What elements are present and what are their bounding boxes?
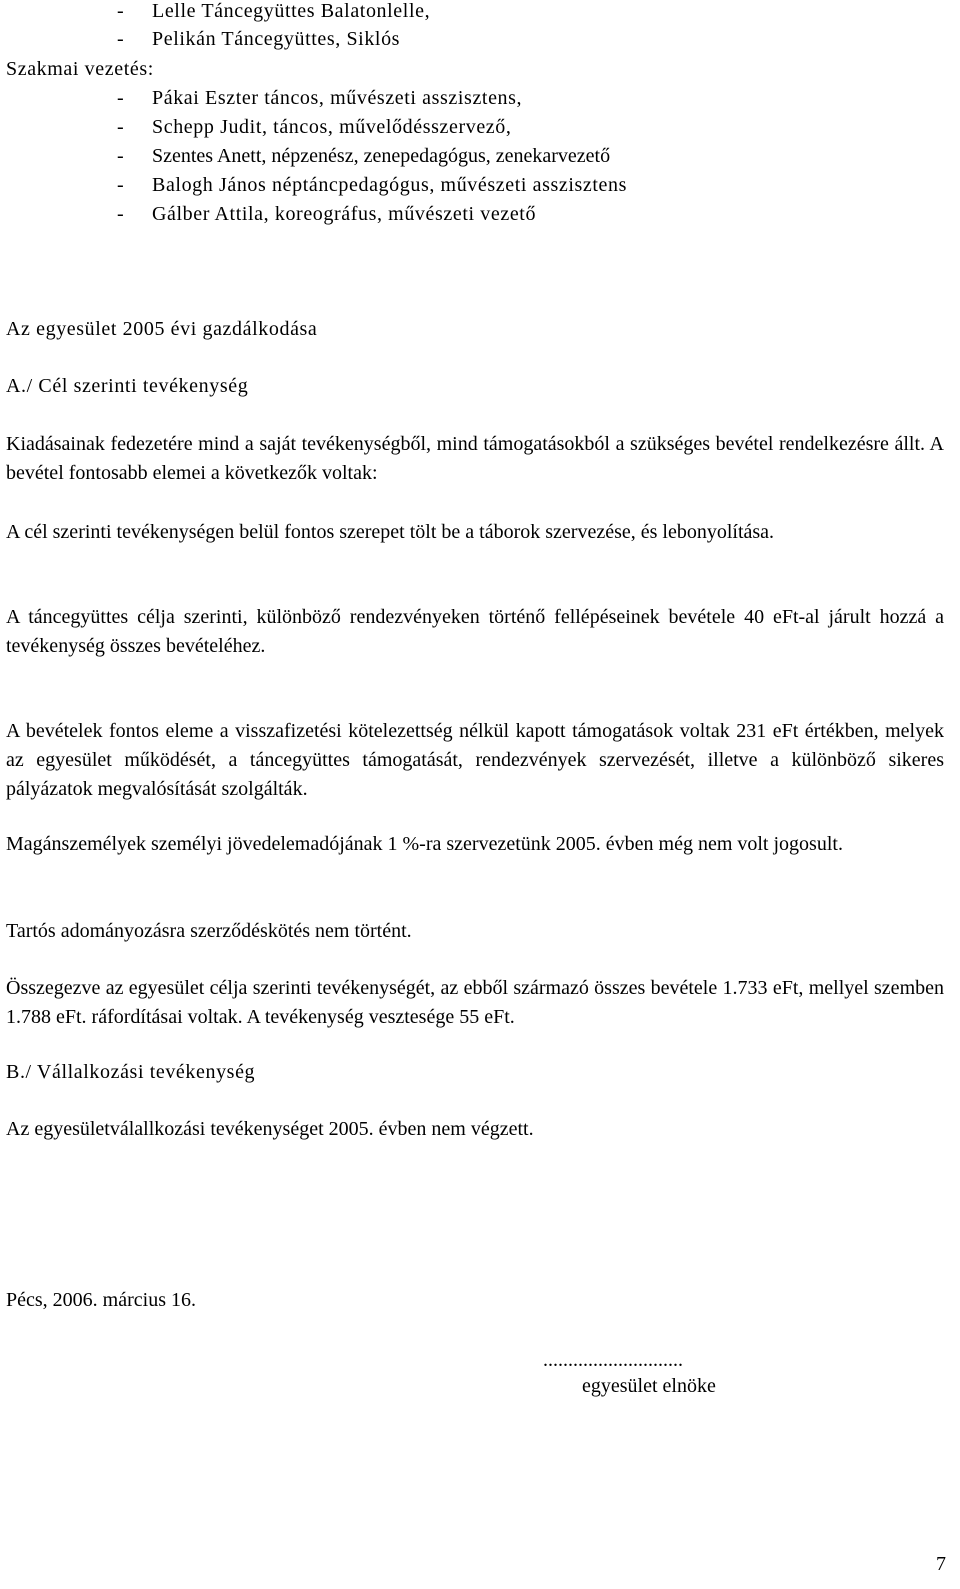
signature-label: egyesület elnöke — [582, 1375, 716, 1397]
list-bullet: - — [117, 28, 124, 50]
paragraph-camps: A cél szerinti tevékenységen belül fontos szerepet tölt be a táborok szervezése, és lebonyolítása. — [6, 521, 775, 543]
list-item: Balogh János néptáncpedagógus, művészeti asszisztens — [152, 174, 627, 196]
list-item: Lelle Táncegyüttes Balatonlelle, — [152, 0, 431, 22]
paragraph-grants: A bevételek fontos eleme a visszafizetési kötelezettség nélkül kapott támogatások voltak 231 eFt értékben, melyek az egyesület működését, a táncegyüttes támogatását, rendezvények szervezését, illetve a különböző sikeres pályázatok megvalósítását szolgálták. — [6, 720, 944, 800]
paragraph-text: Kiadásainak fedezetére mind a saját tevékenységből, mind támogatásokból a szükséges bevétel rendelkezésre állt. — [6, 433, 926, 455]
section-b-text: Az egyesületválallkozási tevékenységet 2005. évben nem végzett. — [6, 1118, 534, 1140]
list-bullet: - — [117, 145, 124, 167]
paragraph-text-continued: A bevétel fontosabb elemei a következők voltak: — [6, 433, 944, 484]
paragraph-income-sources — [6, 430, 944, 488]
list-bullet: - — [117, 203, 124, 225]
paragraph-performances: A táncegyüttes célja szerinti, különböző rendezvényeken történő fellépéseinek bevétele 40 eFt-al járult hozzá a tevékenység összes bevételéhez. — [6, 606, 944, 657]
list-item: Schepp Judit, táncos, művelődésszervező, — [152, 116, 512, 138]
list-item: Pelikán Táncegyüttes, Siklós — [152, 28, 401, 50]
paragraph-personal-tax: Magánszemélyek személyi jövedelemadójának 1 %-ra szervezetünk 2005. évben még nem volt jogosult. — [6, 833, 843, 855]
section-title: Az egyesület 2005 évi gazdálkodása — [6, 318, 318, 340]
place-date: Pécs, 2006. március 16. — [6, 1289, 196, 1311]
paragraph-summary: Összegezve az egyesület célja szerinti tevékenységét, az ebből származó összes bevétele 1.733 eFt, mellyel szemben 1.788 eFt. ráfordításai voltak. A tevékenység vesztesége 55 eFt. — [6, 977, 944, 1028]
management-heading: Szakmai vezetés: — [6, 58, 154, 80]
paragraph-donations: Tartós adományozásra szerződéskötés nem történt. — [6, 920, 412, 942]
section-b-title: B./ Vállalkozási tevékenység — [6, 1061, 256, 1083]
section-a-title: A./ Cél szerinti tevékenység — [6, 375, 249, 397]
signature-line: ............................ — [543, 1349, 683, 1371]
list-item: Szentes Anett, népzenész, zenepedagógus, zenekarvezető — [152, 145, 611, 167]
list-bullet: - — [117, 116, 124, 138]
list-bullet: - — [117, 174, 124, 196]
list-item: Pákai Eszter táncos, művészeti asszisztens, — [152, 87, 523, 109]
list-bullet: - — [117, 87, 124, 109]
list-bullet: - — [117, 0, 124, 22]
page-number: 7 — [936, 1553, 946, 1575]
list-item: Gálber Attila, koreográfus, művészeti vezető — [152, 203, 537, 225]
